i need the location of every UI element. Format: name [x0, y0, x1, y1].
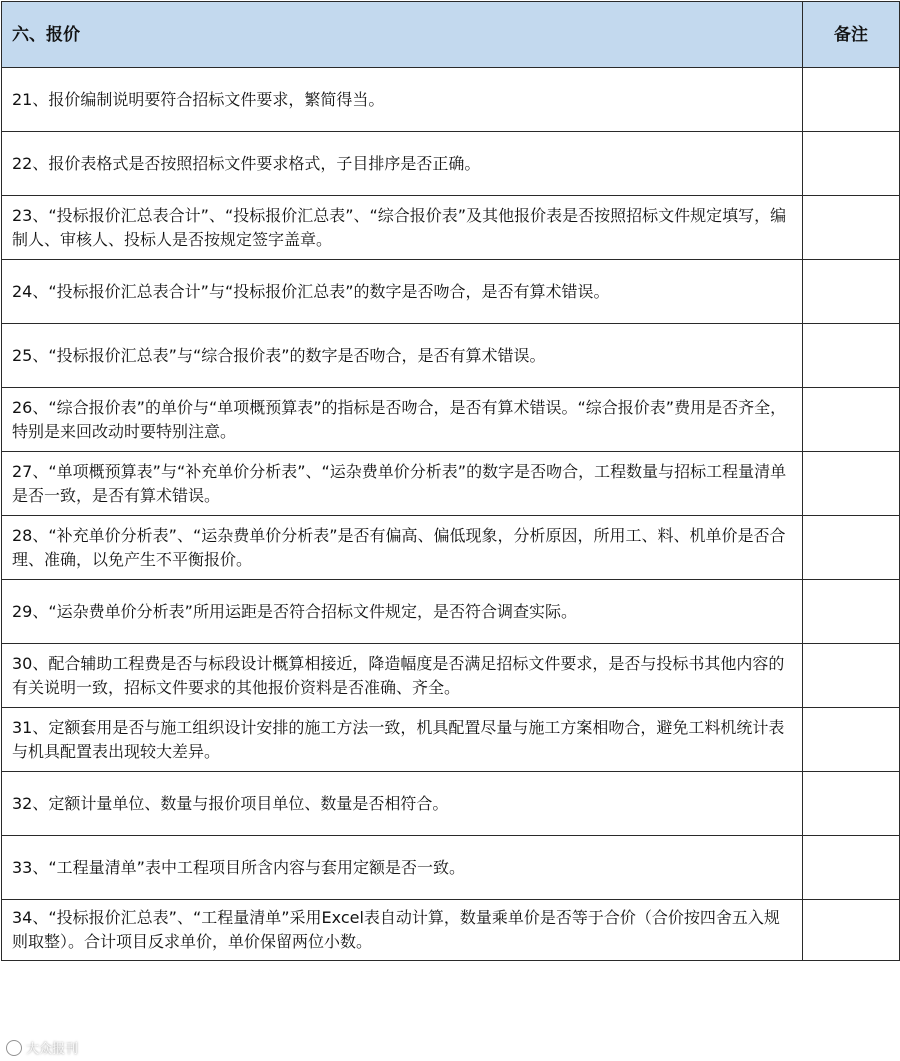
item-text: 33、“工程量清单”表中工程项目所含内容与套用定额是否一致。 — [2, 836, 803, 900]
item-text: 28、“补充单价分析表”、“运杂费单价分析表”是否有偏高、偏低现象，分析原因，所用工、料、机单价是否合理、准确，以免产生不平衡报价。 — [2, 516, 803, 580]
note-cell — [803, 68, 900, 132]
item-text: 29、“运杂费单价分析表”所用运距是否符合招标文件规定，是否符合调查实际。 — [2, 580, 803, 644]
item-text: 34、“投标报价汇总表”、“工程量清单”采用Excel表自动计算，数量乘单价是否等于合价（合价按四舍五入规则取整）。合计项目反求单价，单价保留两位小数。 — [2, 900, 803, 961]
table-row — [2, 580, 900, 644]
table-header-row — [2, 2, 900, 68]
note-cell — [803, 324, 900, 388]
table-row — [2, 772, 900, 836]
section-header: 六、报价 — [2, 2, 803, 68]
table-row — [2, 708, 900, 772]
table-row — [2, 452, 900, 516]
item-text: 30、配合辅助工程费是否与标段设计概算相接近，降造幅度是否满足招标文件要求，是否与投标书其他内容的有关说明一致，招标文件要求的其他报价资料是否准确、齐全。 — [2, 644, 803, 708]
watermark — [6, 1038, 78, 1057]
table-row — [2, 644, 900, 708]
item-text: 27、“单项概预算表”与“补充单价分析表”、“运杂费单价分析表”的数字是否吻合，工程数量与招标工程量清单是否一致，是否有算术错误。 — [2, 452, 803, 516]
watermark-logo-icon — [6, 1040, 22, 1056]
table-row — [2, 900, 900, 961]
item-text: 26、“综合报价表”的单价与“单项概预算表”的指标是否吻合，是否有算术错误。“综合报价表”费用是否齐全，特别是来回改动时要特别注意。 — [2, 388, 803, 452]
table-row — [2, 260, 900, 324]
note-cell — [803, 708, 900, 772]
item-text: 31、定额套用是否与施工组织设计安排的施工方法一致，机具配置尽量与施工方案相吻合，避免工料机统计表与机具配置表出现较大差异。 — [2, 708, 803, 772]
notes-column-header: 备注 — [803, 2, 900, 68]
table-row — [2, 836, 900, 900]
table-row — [2, 516, 900, 580]
note-cell — [803, 452, 900, 516]
quote-checklist-table — [1, 1, 900, 961]
note-cell — [803, 836, 900, 900]
item-text: 25、“投标报价汇总表”与“综合报价表”的数字是否吻合，是否有算术错误。 — [2, 324, 803, 388]
note-cell — [803, 516, 900, 580]
note-cell — [803, 132, 900, 196]
table-row — [2, 132, 900, 196]
table-row — [2, 388, 900, 452]
item-text: 32、定额计量单位、数量与报价项目单位、数量是否相符合。 — [2, 772, 803, 836]
note-cell — [803, 196, 900, 260]
note-cell — [803, 580, 900, 644]
note-cell — [803, 644, 900, 708]
table-row — [2, 68, 900, 132]
note-cell — [803, 388, 900, 452]
note-cell — [803, 900, 900, 961]
item-text: 21、报价编制说明要符合招标文件要求，繁简得当。 — [2, 68, 803, 132]
item-text: 22、报价表格式是否按照招标文件要求格式，子目排序是否正确。 — [2, 132, 803, 196]
note-cell — [803, 772, 900, 836]
item-text: 24、“投标报价汇总表合计”与“投标报价汇总表”的数字是否吻合，是否有算术错误。 — [2, 260, 803, 324]
watermark-text: 大众报刊 — [26, 1042, 79, 1057]
note-cell — [803, 260, 900, 324]
item-text: 23、“投标报价汇总表合计”、“投标报价汇总表”、“综合报价表”及其他报价表是否按照招标文件规定填写，编制人、审核人、投标人是否按规定签字盖章。 — [2, 196, 803, 260]
table-row — [2, 324, 900, 388]
table-row — [2, 196, 900, 260]
